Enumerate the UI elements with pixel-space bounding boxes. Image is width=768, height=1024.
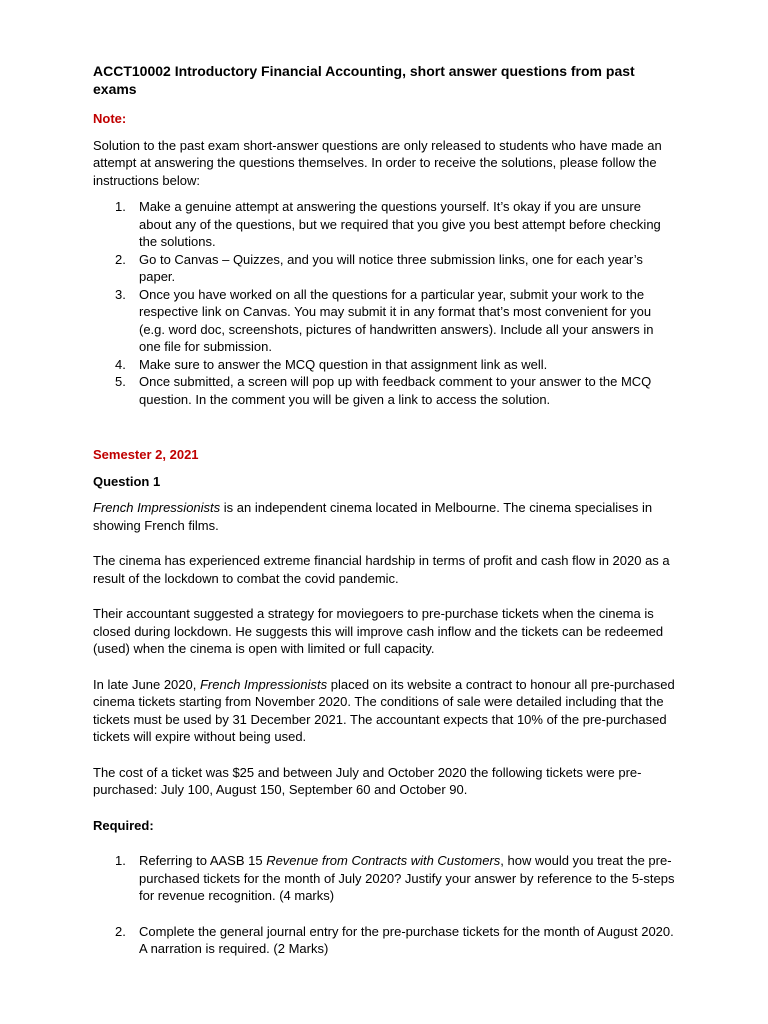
note-label: Note: xyxy=(93,111,127,126)
instruction-list xyxy=(93,198,675,408)
required-list xyxy=(93,852,675,958)
question-heading: Question 1 xyxy=(93,473,161,489)
document-content xyxy=(93,62,675,958)
semester-heading: Semester 2, 2021 xyxy=(93,447,199,462)
required-item: 1. Referring to AASB 15 Revenue from Contracts with Customers, how would you treat the pre-purchased tickets for the month of July 2020? Justify your answer by reference to the 5-steps for revenue recognition. (4 marks) xyxy=(115,853,675,903)
instruction-item: 5. Once submitted, a screen will pop up with feedback comment to your answer to the MCQ question. In the comment you will be given a link to access the solution. xyxy=(115,374,652,407)
instruction-item: 3. Once you have worked on all the questions for a particular year, submit your work to the respective link on Canvas. You may submit it in any format that’s most convenient for you (e.g. word doc, screenshots, pictures of handwritten answers). Include all your answers in one file for submission. xyxy=(115,286,654,354)
question-paragraph-1: French Impressionists is an independent cinema located in Melbourne. The cinema specialises in showing French films. xyxy=(93,500,653,533)
instruction-item: 2. Go to Canvas – Quizzes, and you will notice three submission links, one for each year’s paper. xyxy=(115,251,643,284)
question-paragraph-5: The cost of a ticket was $25 and between July and October 2020 the following tickets were pre-purchased: July 100, August 150, September 60 and October 90. xyxy=(93,764,642,797)
question-paragraph-4: In late June 2020, French Impressionists placed on its website a contract to honour all pre-purchased cinema tickets starting from November 2020. The conditions of sale were detailed including that the tickets must be used by 31 December 2021. The accountant expects that 10% of the pre-purchased tickets will expire without being used. xyxy=(93,676,675,744)
instruction-item: 4. Make sure to answer the MCQ question in that assignment link as well. xyxy=(115,356,548,372)
instruction-item: 1. Make a genuine attempt at answering the questions yourself. It’s okay if you are unsure about any of the questions, but we required that you give you best attempt before checking the solutions. xyxy=(115,199,661,249)
required-heading: Required: xyxy=(93,817,154,833)
note-intro: Solution to the past exam short-answer questions are only released to students who have made an attempt at answering the questions themselves. In order to receive the solutions, please follow the instructions below: xyxy=(93,137,662,188)
document-title: ACCT10002 Introductory Financial Accounting, short answer questions from past exams xyxy=(93,63,635,97)
question-paragraph-3: Their accountant suggested a strategy for moviegoers to pre-purchase tickets when the cinema is closed during lockdown. He suggests this will improve cash inflow and the tickets can be redeemed (used) when the cinema is open with limited or full capacity. xyxy=(93,606,664,656)
question-paragraph-2: The cinema has experienced extreme financial hardship in terms of profit and cash flow in 2020 as a result of the lockdown to combat the covid pandemic. xyxy=(93,553,670,586)
required-item: 2. Complete the general journal entry for the pre-purchase tickets for the month of August 2020. A narration is required. (2 Marks) xyxy=(115,923,674,956)
